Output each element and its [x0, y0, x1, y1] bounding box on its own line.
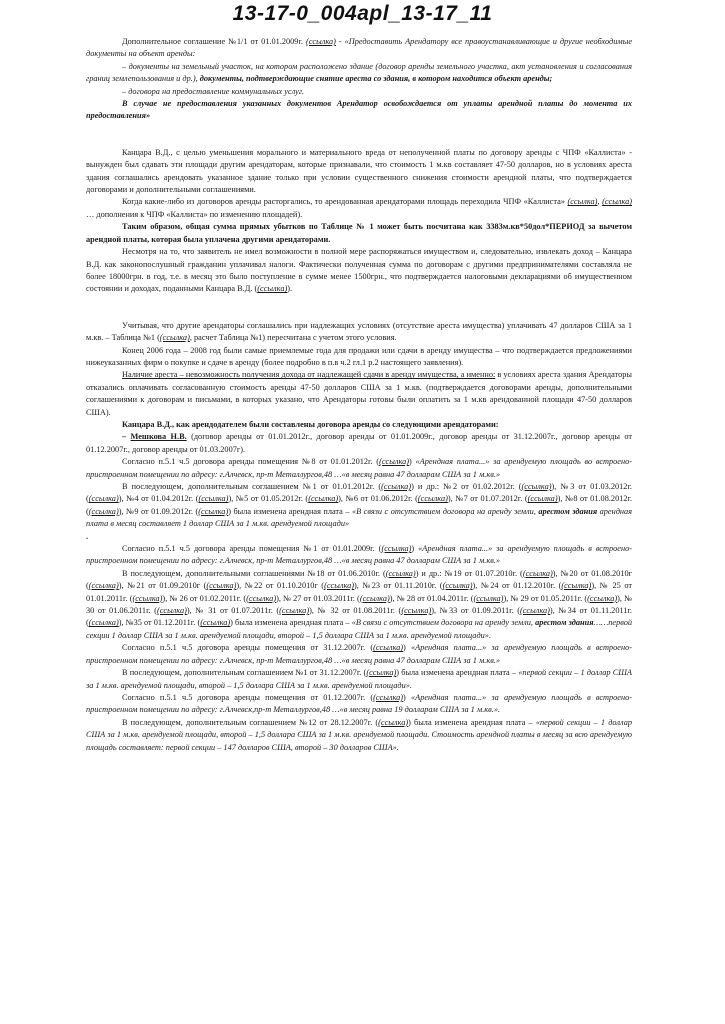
source-link[interactable]: (ссылка)	[521, 482, 552, 491]
source-link[interactable]: (ссылка)	[385, 568, 416, 578]
source-link[interactable]: (ссылка)	[88, 506, 119, 516]
source-link[interactable]: (ссылка)	[366, 668, 397, 678]
paragraph-supplements-2010-2011: В последующем, дополнительными соглашениями №18 от 01.06.2010г. ((ссылка)) и др.: №19 от 01.07.2010г. ((ссылка)), №20 от 01.08.2010г ((ссылка)), №21 от 01.09.2010г ((ссылка)), №22 от 01.10.2010г ((ссылка)), №23 от 01.11.2010г. ((ссылка)), №24 от 01.12.2010г. ((ссылка)), № 25 от 01.01.2011г. ((ссылка)), № 26 от 01.02.2011г. ((ссылка)), № 27 от 01.03.2011г. ((ссылка)), № 28 от 01.04.2011г. ((ссылка)), № 29 от 01.05.2011г. ((ссылка)), № 30 от 01.06.2011г. ((ссылка)), № 31 от 01.07.2011г. ((ссылка)), № 32 от 01.08.2011г. ((ссылка)), №33 от 01.09.2011г. ((ссылка)), №34 от 01.11.2011г. ((ссылка)), №35 от 01.12.2011г. ((ссылка)) была изменена арендная плата – «В связи с отсутствием договора на аренду земли, арестом здания……первой секции 1 доллар США за 1 м.кв. арендуемой площади, второй – 1,5 доллара США за 1 м.кв. арендуемой площади».	[86, 568, 633, 640]
source-link[interactable]: (ссылка)	[88, 494, 119, 504]
document-body: Дополнительное соглашение №1/1 от 01.01.2009г. (ссылка) - «Предоставить Арендатору все правоустанавливающие и другие необходимые документы на объект аренды: – документы на земельный участок, на котором расположено здание (договор аренды земельного участка, акт установления и согласования границ землепользования и др.), документы, подтверждающие снятие ареста со здания, в котором находится объект аренды; – договора на предоставление коммунальных услуг. В случае не предоставления указанных документов Арендатор освобождается от уплаты арендной платы до момента их предоставления» Канцара В.Д., с целью уменьшения морального и материального вреда от неполученной платы по договору аренды с ЧПФ «Каллиста» - вынужден был сдавать эти площади другим арендаторам, которые признавали, что стоимость 1 м.кв составляет 47-50 долларов, но в условиях ареста здания соглашались арендовать указанное здание только при условии существенного снижения стоимости арендной платы, что подтверждается договорами и дополнительными соглашениями. Когда какие-либо из договоров аренды расторгались, то арендованная арендаторами площадь переходила ЧПФ «Каллиста» (ссылка), (ссылка) … дополнения к ЧПФ «Каллиста» по изменению площадей). Таким образом, общая сумма прямых убытков по Таблице № 1 может быть посчитана как 3383м.кв*50дол*ПЕРИОД за вычетом арендной платы, которая была уплачена другими арендаторами. Несмотря на то, что заявитель не имел возможности в полной мере распоряжаться имуществом и, следовательно, извлекать доход – Канцара В.Д. как законопослушный гражданин уплачивал налоги. Фактически полученная сумма по договорам с другими предпринимателями составляла не более 18000грн. в год, т.е. в месяц это было поступление в сумме менее 1500грн., что подтверждается налоговыми декларациями об имущественном состоянии и доходах, поданными Канцара В.Д. ((ссылка)). Учитывая, что другие арендаторы соглашались при надлежащих условиях (отсутствие ареста имущества) уплачивать 47 долларов США за 1 м.кв. – Таблица №1 ((ссылка), расчет Таблица №1) пересчитана с учетом этого условия. Конец 2006 года – 2008 год были самые приемлемые года для продажи или сдачи в аренду имущества – что подтверждается предложениями нижеуказанных фирм о покупке и сдаче в аренду (более подробно в п.в ч.2 гл.1 р.2 настоящего заявления). Наличие ареста – невозможность получения дохода от надлежащей сдачи в аренду имущества, а именно: в условиях ареста здания Арендаторы отказались оплачивать согласованную стоимость аренды 47-50 долларов США за 1 м.кв. (подтверждается договорами аренды, дополнительными соглашениями к договорам и письмами, в которых указано, что Арендаторы готовы были оплатить за 1 м.кв арендованной площади 47-50 долларов США). Канцара В.Д., как арендодателем были составлены договора аренды со следующими арендаторами: – Мешкова Н.В. (договор аренды от 01.01.2012г., договор аренды от 01.01.2009г., договор аренды от 31.12.2007г., договор аренды от 01.12.2007г., договор аренды от 01.03.2007г). Согласно п.5.1 ч.5 договора аренды помещения №8 от 01.01.2012г. ((ссылка)) «Арендная плата...» за арендуемую площадь во встроено-пристроенном помещении по адресу: г.Алчевск, пр-т Металлургов,48 …«в месяц равна 47 долларам США за 1 м.кв.» В последующем, дополнительным соглашением №1 от 01.01.2012г. ((ссылка)) и др.: №2 от 01.02.2012г. ((ссылка)), №3 от 01.03.2012г. ((ссылка)), №4 от 01.04.2012г. ((ссылка)), №5 от 01.05.2012г. ((ссылка)), №6 от 01.06.2012г. ((ссылка)), №7 от 01.07.2012г. ((ссылка)), №8 от 01.08.2012г. ((ссылка)), №9 от 01.09.2012г. ((ссылка)) была изменена арендная плата – «В связи с отсутствием договора на аренду земли, арестом здания арендная плата в месяц составляет 1 доллар США за 1 м.кв. арендуемой площади» . Согласно п.5.1 ч.5 договора аренды помещения №1 от 01.01.2009г. ((ссылка)) «Арендная плата...» за арендуемую площадь в встроено-пристроенном помещении по адресу: г.Алчевск, пр-т Металлургов,48 …«в месяц равна 47 долларам США за 1 м.кв.» В последующем, дополнительными соглашениями №18 от 01.06.2010г. ((ссылка)) и др.: №19 от 01.07.2010г. ((ссылка)), №20 от 01.08.2010г ((ссылка)), №21 от 01.09.2010г ((ссылка)), №22 от 01.10.2010г ((ссылка)), №23 от 01.11.2010г. ((ссылка)), №24 от 01.12.2010г. ((ссылка)), № 25 от 01.01.2011г. ((ссылка)), № 26 от 01.02.2011г. ((ссылка)), № 27 от 01.03.2011г. ((ссылка)), № 28 от 01.04.2011г. ((ссылка)), № 29 от 01.05.2011г. ((ссылка)), № 30 от 01.06.2011г. ((ссылка)), № 31 от 01.07.2011г. ((ссылка)), № 32 от 01.08.2011г. ((ссылка)), №33 от 01.09.2011г. ((ссылка)), №34 от 01.11.2011г. ((ссылка)), №35 от 01.12.2011г. ((ссылка)) была изменена арендная плата – «В связи с отсутствием договора на аренду земли, арестом здания……первой секции 1 доллар США за 1 м.кв. арендуемой площади, второй – 1,5 доллара США за 1 м.кв. арендуемой площади». Согласно п.5.1 ч.5 договора аренды помещения от 31.12.2007г. ((ссылка)) «Арендная плата...» за арендуемую площадь в встроено-пристроенном помещении по адресу: г.Алчевск, пр-т Металлургов,48 …«в месяц равна 47 долларам США за 1 м.кв.» В последующем, дополнительным соглашением №1 от 31.12.2007г. ((ссылка)) была изменена арендная плата – «первой секции – 1 доллар США за 1 м.кв. арендуемой площади, второй – 1,5 доллара США за 1 м.кв. арендуемой площади». Согласно п.5.1 ч.5 договора аренды помещения от 01.12.2007г. ((ссылка)) «Арендная плата...» за арендуемую площадь в встроено-пристроенном помещении по адресу: г.Алчевск,пр-т Металлургов,48 …«в месяц равна 19 долларам США за 1 м.кв.». В последующем, дополнительным соглашением №12 от 28.12.2007г. ((ссылка)) была изменена арендная плата – «первой секции – 1 доллар США за 1 м.кв. арендуемой площади, второй – 1,5 доллара США за 1 м.кв. арендуемой площади. Стоимость арендной платы в месяц за всю арендуемую площадь составляет: первой секции – 147 долларов США, второй – 30 долларов США».	[86, 36, 632, 754]
paragraph-other-tenants: Канцара В.Д., с целью уменьшения морального и материального вреда от неполученной платы по договору аренды с ЧПФ «Каллиста» - вынужден был сдавать эти площади другим арендаторам, которые признавали, что стоимость 1 м.кв составляет 47-50 долларов, но в условиях ареста здания соглашались арендовать указанное здание только при условии существенного снижения стоимости арендной платы, что подтверждается договорами и дополнительными соглашениями.	[86, 147, 632, 195]
source-link[interactable]: (ссылка)	[401, 606, 432, 616]
source-link[interactable]: (ссылка)	[359, 593, 390, 603]
source-link[interactable]: (ссылка)	[379, 457, 410, 467]
source-link[interactable]: (ссылка)	[527, 494, 558, 504]
source-link[interactable]: (ссылка)	[198, 494, 229, 504]
source-link[interactable]: (ссылка)	[417, 494, 448, 504]
source-link[interactable]: (ссылка)	[308, 494, 339, 504]
source-link[interactable]: (ссылка)	[324, 581, 355, 591]
paragraph-supplement-12: В последующем, дополнительным соглашением №12 от 28.12.2007г. ((ссылка)) была изменена арендная плата – «первой секции – 1 доллар США за 1 м.кв. арендуемой площади, второй – 1,5 доллара США за 1 м.кв. арендуемой площади. Стоимость арендной платы в месяц за всю арендуемую площадь составляет: первой секции – 147 долларов США, второй – 30 долларов США».	[86, 717, 632, 752]
paragraph-2006-2008: Конец 2006 года – 2008 год были самые приемлемые года для продажи или сдачи в аренду имущества – что подтверждается предложениями нижеуказанных фирм о покупке и сдаче в аренду (более подробно в п.в ч.2 гл.1 р.2 настоящего заявления).	[86, 345, 632, 367]
paragraph-contract-termination: Когда какие-либо из договоров аренды расторгались, то арендованная арендаторами площадь переходила ЧПФ «Каллиста» (ссылка), (ссылка) … дополнения к ЧПФ «Каллиста» по изменению площадей).	[86, 197, 633, 219]
paragraph-utilities: – договора на предоставление коммунальных услуг.	[122, 86, 305, 96]
source-link[interactable]: (ссылка)	[132, 593, 163, 603]
source-link[interactable]: (ссылка)	[442, 581, 473, 591]
source-link[interactable]: (ссылка)	[567, 197, 598, 207]
source-link[interactable]: (ссылка)	[378, 717, 409, 727]
source-link[interactable]: (ссылка)	[200, 618, 231, 628]
source-link[interactable]: (ссылка)	[373, 643, 404, 653]
paragraph-supplements-2012: В последующем, дополнительным соглашением №1 от 01.01.2012г. ((ссылка)) и др.: №2 от 01.02.2012г. ((ссылка)), №3 от 01.03.2012г. ((ссылка)), №4 от 01.04.2012г. ((ссылка)), №5 от 01.05.2012г. ((ссылка)), №6 от 01.06.2012г. ((ссылка)), №7 от 01.07.2012г. ((ссылка)), №8 от 01.08.2012г. ((ссылка)), №9 от 01.09.2012г. ((ссылка)) была изменена арендная плата – «В связи с отсутствием договора на аренду земли, арестом здания арендная плата в месяц составляет 1 доллар США за 1 м.кв. арендуемой площади»	[86, 482, 633, 529]
source-link[interactable]: (ссылка)	[159, 333, 190, 343]
document-id-header: 13-17-0_004apl_13-17_11	[232, 2, 493, 25]
source-link[interactable]: (ссылка)	[381, 544, 412, 554]
paragraph-contract-8: Согласно п.5.1 ч.5 договора аренды помещения №8 от 01.01.2012г. ((ссылка)) «Арендная плата...» за арендуемую площадь во встроено-пристроенном помещении по адресу: г.Алчевск, пр-т Металлургов,48 …«в месяц равна 47 долларам США за 1 м.кв.»	[86, 457, 632, 479]
source-link[interactable]: (ссылка)	[519, 606, 550, 616]
source-link[interactable]: (ссылка)	[246, 593, 277, 603]
paragraph-taxes: Несмотря на то, что заявитель не имел возможности в полной мере распоряжаться имуществом и, следовательно, извлекать доход – Канцара В.Д. как законопослушный гражданин уплачивал налоги. Фактически полученная сумма по договорам с другими предпринимателями составляла не более 18000грн. в год, т.е. в месяц это было поступление в сумме менее 1500грн., что подтверждается налоговыми декларациями об имущественном состоянии и доходах, поданными Канцара В.Д. ((ссылка)).	[86, 247, 632, 294]
source-link[interactable]: (ссылка)	[473, 593, 504, 603]
source-link[interactable]: (ссылка)	[257, 284, 288, 294]
paragraph-arrest-effect: Наличие ареста – невозможность получения дохода от надлежащей сдачи в аренду имущества, а именно: в условиях ареста здания Арендаторы отказались оплачивать согласованную стоимость аренды 47-50 долларов США за 1 м.кв. (подтверждается договорами аренды, дополнительными соглашениями к договорам и письмами, в которых указано, что Арендаторы готовы были оплатить за 1 м.кв арендованной площади 47-50 долларов США).	[86, 370, 632, 417]
source-link[interactable]: (ссылка)	[522, 568, 553, 578]
source-link[interactable]: (ссылка)	[373, 692, 404, 702]
paragraph-land-documents: – документы на земельный участок, на котором расположено здание (договор аренды земельного участка, акт установления и согласования границ землепользования и др.), документы, подтверждающие снятие ареста со здания, в котором находится объект аренды;	[86, 61, 632, 84]
paragraph-exemption: В случае не предоставления указанных документов Арендатор освобождается от уплаты арендной платы до момента их предоставления»	[86, 99, 632, 121]
paragraph-supplement-1: Дополнительное соглашение №1/1 от 01.01.2009г. (ссылка) - «Предоставить Арендатору все правоустанавливающие и другие необходимые документы на объект аренды:	[86, 37, 633, 59]
paragraph-table-1: Учитывая, что другие арендаторы соглашались при надлежащих условиях (отсутствие ареста имущества) уплачивать 47 долларов США за 1 м.кв. – Таблица №1 ((ссылка), расчет Таблица №1) пересчитана с учетом этого условия.	[86, 320, 632, 343]
paragraph-meshkova: – Мешкова Н.В. (договор аренды от 01.01.2012г., договор аренды от 01.01.2009г., договор аренды от 31.12.2007г., договор аренды от 01.12.2007г., договор аренды от 01.03.2007г).	[86, 432, 632, 454]
source-link[interactable]: (ссылка)	[279, 606, 310, 616]
source-link[interactable]: (ссылка)	[381, 482, 412, 491]
source-link[interactable]: (ссылка)	[206, 581, 237, 591]
source-link[interactable]: (ссылка)	[587, 593, 618, 603]
paragraph-contract-31-12-2007: Согласно п.5.1 ч.5 договора аренды помещения от 31.12.2007г. ((ссылка)) «Арендная плата...» за арендуемую площадь в встроено-пристроенном помещении по адресу: г.Алчевск, пр-т Металлургов,48 …«в месяц равна 47 долларам США за 1 м.кв.»	[86, 643, 633, 665]
source-link[interactable]: (ссылка)	[602, 197, 633, 207]
paragraph-contract-01-12-2007: Согласно п.5.1 ч.5 договора аренды помещения от 01.12.2007г. ((ссылка)) «Арендная плата...» за арендуемую площадь в встроено-пристроенном помещении по адресу: г.Алчевск,пр-т Металлургов,48 …«в месяц равна 19 долларам США за 1 м.кв.».	[86, 692, 633, 715]
paragraph-supplement-31-12-2007: В последующем, дополнительным соглашением №1 от 31.12.2007г. ((ссылка)) была изменена арендная плата – «первой секции – 1 доллар США за 1 м.кв. арендуемой площади, второй – 1,5 доллара США за 1 м.кв. арендуемой площади».	[86, 668, 632, 690]
source-link[interactable]: (ссылка)	[198, 506, 229, 516]
source-link[interactable]: (ссылка)	[88, 618, 119, 628]
source-link[interactable]: (ссылка)	[88, 581, 119, 591]
paragraph-losses-total: Таким образом, общая сумма прямых убытков по Таблице № 1 может быть посчитана как 3383м.кв*50дол*ПЕРИОД за вычетом арендной платы, которая была уплачена другими арендаторами.	[86, 222, 632, 244]
paragraph-contract-1-2009: Согласно п.5.1 ч.5 договора аренды помещения №1 от 01.01.2009г. ((ссылка)) «Арендная плата...» за арендуемую площадь в встроено-пристроенном помещении по адресу: г.Алчевск, пр-т Металлургов,48 …«в месяц равна 47 долларам США за 1 м.кв.»	[86, 544, 632, 566]
source-link[interactable]: (ссылка)	[156, 606, 187, 616]
source-link[interactable]: (ссылка)	[305, 37, 336, 46]
source-link[interactable]: (ссылка)	[561, 581, 592, 591]
paragraph-tenants-heading: Канцара В.Д., как арендодателем были составлены договора аренды со следующими арендаторами:	[122, 419, 499, 429]
